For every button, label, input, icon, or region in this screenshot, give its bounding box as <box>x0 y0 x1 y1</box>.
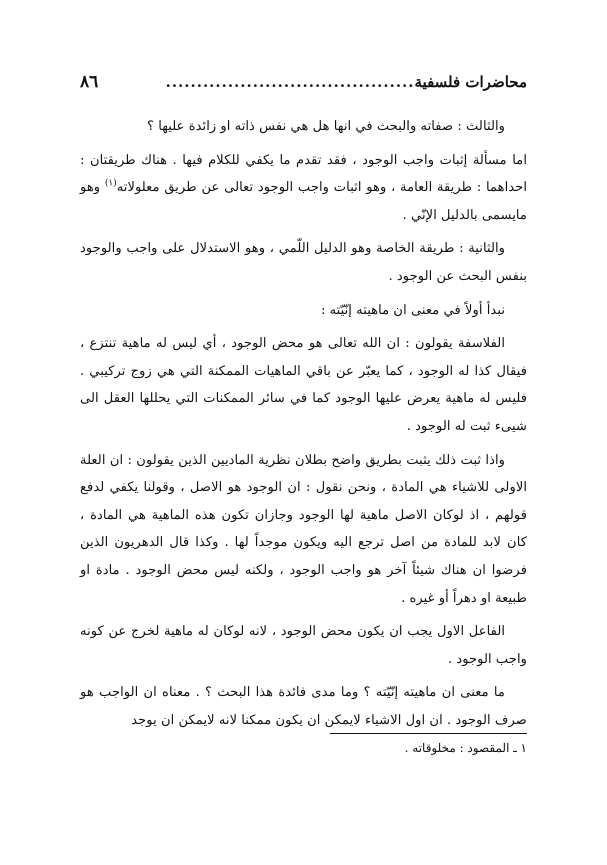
paragraph-text: الفلاسفة يقولون : ان الله تعالى هو محض الوجود ، أي ليس له ماهية تنتزع ، فيقال كذا له الوجود ، كما يعبّر عن باقي الماهيات الممكنة التي هي زوج تركيبي . فليس له ماهية يعرض عليها الوجود كما في سائر الممكنات التي يحللها العقل الى شيىء ثبت له الوجود . <box>80 336 527 434</box>
paragraph-text: والثالث : صفاته والبحث في انها هل هي نفس ذاته او زائدة عليها ؟ <box>147 119 505 134</box>
paragraph-text: ما معنى ان ماهيته إنّيّته ؟ وما مدى فائدة هذا البحث ؟ . معناه ان الواجب هو صرف الوجود . ان اول الاشياء لايمكن ان يكون ممكنا لانه لايمكن ان يوجد <box>80 685 527 728</box>
paragraph-text: والثانية : طريقة الخاصة وهو الدليل اللّمي ، وهو الاستدلال على واجب والوجود بنفس البحث عن الوجود . <box>80 241 527 284</box>
running-head <box>166 73 527 91</box>
leader-dots: ........................................ <box>165 73 415 91</box>
running-title: محاضرات فلسفية <box>414 73 527 91</box>
paragraph-text-continued: وهو مايسمى بالدليل الإنّي . <box>80 180 527 223</box>
body-text <box>80 113 527 734</box>
paragraph-4 <box>80 297 527 325</box>
paragraph-1 <box>80 113 527 141</box>
paragraph-6 <box>80 447 527 613</box>
paragraph-text: الفاعل الاول يجب ان يكون محض الوجود ، لانه لوكان له ماهية لخرج عن كونه واجب الوجود . <box>80 624 527 667</box>
paragraph-5 <box>80 330 527 440</box>
footnote-text: ١ ـ المقصود : مخلوقاته . <box>404 741 527 755</box>
paragraph-3 <box>80 235 527 290</box>
footnote <box>80 739 527 757</box>
page-number: ٨٦ <box>80 72 99 92</box>
footnote-marker: (١) <box>104 178 117 189</box>
paragraph-text: اما مسألة إثبات واجب الوجود ، فقد تقدم ما يكفي للكلام فيها . هناك طريقتان : احداهما : طريقة العامة ، وهو اثبات واجب الوجود تعالى عن طريق معلولاته <box>80 152 527 196</box>
paragraph-7 <box>80 618 527 673</box>
paragraph-text: نبدأ أولاً في معنى ان ماهيته إنّيّته : <box>320 302 505 318</box>
page-header <box>80 70 527 94</box>
footnote-divider <box>330 733 527 734</box>
paragraph-text: واذا ثبت ذلك يثبت بطريق واضح بطلان نظرية الماديين الذين يقولون : ان العلة الاولى للاشياء هي المادة ، ونحن نقول : ان الوجود هو الاصل ، وقولنا يكفي لدفع قولهم ، اذ لوكان الاصل ماهية لها الوجود وجازان تكون هذه الماهية هي المادة ، كان لابد للمادة من اصل ترجع اليه ويكون موجداً لها . وكذا قال الدهريون الذين فرضوا ان هناك شيئاً آخر هو واجب الوجود ، ولكنه ليس محض الوجود . مادة او طبيعة او دهراً أو غيره . <box>80 452 527 606</box>
paragraph-2 <box>80 147 527 230</box>
paragraph-8 <box>80 679 527 734</box>
